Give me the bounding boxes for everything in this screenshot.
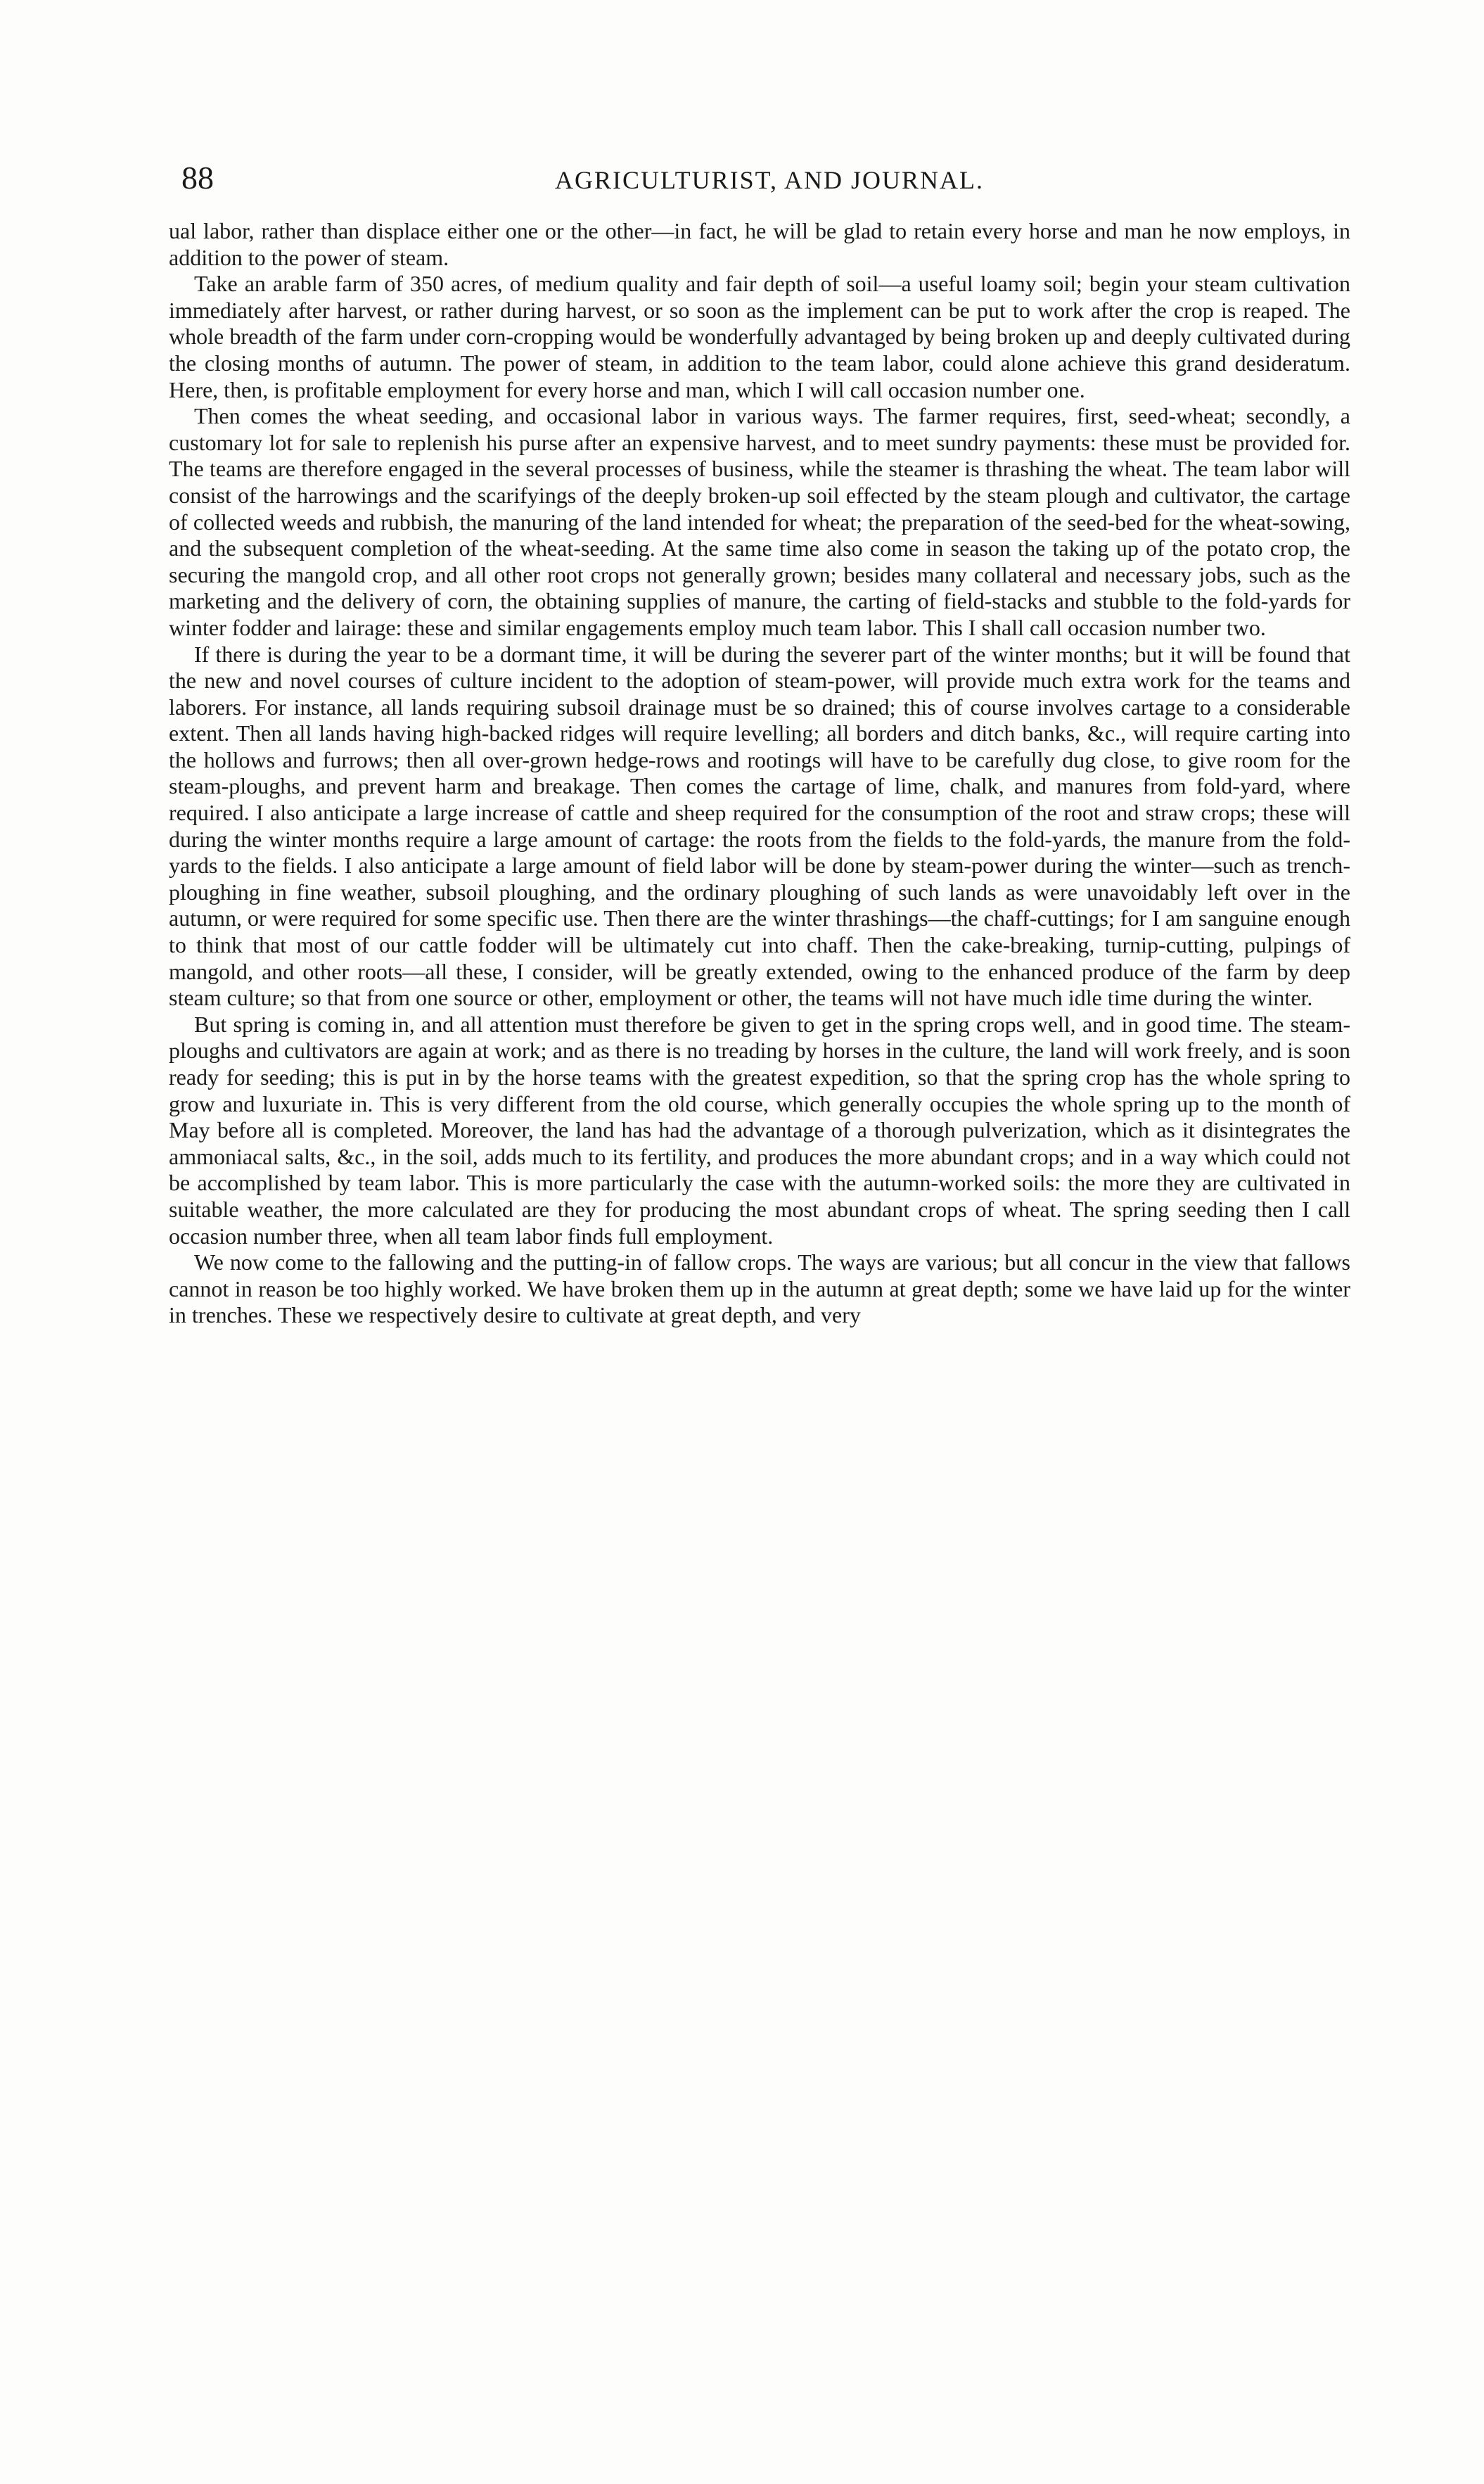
paragraph: Take an arable farm of 350 acres, of medium quality and fair depth of soil—a useful loamy soil; begin your steam cultivation immediately after harvest, or rather during harvest, or so soon as the implement can be put to work after the crop is reaped. The whole breadth of the farm under corn-cropping would be wonderfully advantaged by being broken up and deeply cultivated during the closing months of autumn. The power of steam, in addition to the team labor, could alone achieve this grand desideratum. Here, then, is profitable employment for every horse and man, which I will call occasion number one. [169, 271, 1350, 402]
page-number: 88 [181, 160, 214, 196]
paragraph: ual labor, rather than displace either one or the other—in fact, he will be glad to retain every horse and man he now employs, in addition to the power of steam. [169, 218, 1350, 270]
paragraph: If there is during the year to be a dormant time, it will be during the severer part of the winter months; but it will be found that the new and novel courses of culture incident to the adoption of steam-power, will provide much extra work for the teams and laborers. For instance, all lands requiring subsoil drainage must be so drained; this of course involves cartage to a considerable extent. Then all lands having high-backed ridges will require levelling; all borders and ditch banks, &c., will require carting into the hollows and furrows; then all over-grown hedge-rows and rootings will have to be carefully dug close, to give room for the steam-ploughs, and prevent harm and breakage. Then comes the cartage of lime, chalk, and manures from fold-yard, where required. I also anticipate a large increase of cattle and sheep required for the consumption of the root and straw crops; these will during the winter months require a large amount of cartage: the roots from the fields to the fold-yards, the manure from the fold-yards to the fields. I also anticipate a large amount of field labor will be done by steam-power during the winter—such as trench-ploughing in fine weather, subsoil ploughing, and the ordinary ploughing of such lands as were unavoidably left over in the autumn, or were required for some specific use. Then there are the winter thrashings—the chaff-cuttings; for I am sanguine enough to think that most of our cattle fodder will be ultimately cut into chaff. Then the cake-breaking, turnip-cutting, pulpings of mangold, and other roots—all these, I consider, will be greatly extended, owing to the enhanced produce of the farm by deep steam culture; so that from one source or other, employment or other, the teams will not have much idle time during the winter. [169, 641, 1350, 1011]
paragraph: Then comes the wheat seeding, and occasional labor in various ways. The farmer requires, first, seed-wheat; secondly, a customary lot for sale to replenish his purse after an expensive harvest, and to meet sundry payments: these must be provided for. The teams are therefore engaged in the several processes of business, while the steamer is thrashing the wheat. The team labor will consist of the harrowings and the scarifyings of the deeply broken-up soil effected by the steam plough and cultivator, the cartage of collected weeds and rubbish, the manuring of the land intended for wheat; the preparation of the seed-bed for the wheat-sowing, and the subsequent completion of the wheat-seeding. At the same time also come in season the taking up of the potato crop, the securing the mangold crop, and all other root crops not generally grown; besides many collateral and necessary jobs, such as the marketing and the delivery of corn, the obtaining supplies of manure, the carting of field-stacks and stubble to the fold-yards for winter fodder and lairage: these and similar engagements employ much team labor. This I shall call occasion number two. [169, 403, 1350, 640]
article-body [169, 218, 1350, 1329]
paragraph: We now come to the fallowing and the putting-in of fallow crops. The ways are various; but all concur in the view that fallows cannot in reason be too highly worked. We have broken them up in the autumn at great depth; some we have laid up for the winter in trenches. These we respectively desire to cultivate at great depth, and very [169, 1249, 1350, 1328]
paragraph: But spring is coming in, and all attention must therefore be given to get in the spring crops well, and in good time. The steam-ploughs and cultivators are again at work; and as there is no treading by horses in the culture, the land will work freely, and is soon ready for seeding; this is put in by the horse teams with the greatest expedition, so that the spring crop has the whole spring to grow and luxuriate in. This is very different from the old course, which generally occupies the whole spring up to the month of May before all is completed. Moreover, the land has had the advantage of a thorough pulverization, which as it disintegrates the ammoniacal salts, &c., in the soil, adds much to its fertility, and produces the more abundant crops; and in a way which could not be accomplished by team labor. This is more particularly the case with the autumn-worked soils: the more they are cultivated in suitable weather, the more calculated are they for producing the most abundant crops of wheat. The spring seeding then I call occasion number three, when all team labor finds full employment. [169, 1011, 1350, 1249]
page-header [181, 160, 1357, 203]
running-title: AGRICULTURIST, AND JOURNAL. [554, 166, 985, 194]
